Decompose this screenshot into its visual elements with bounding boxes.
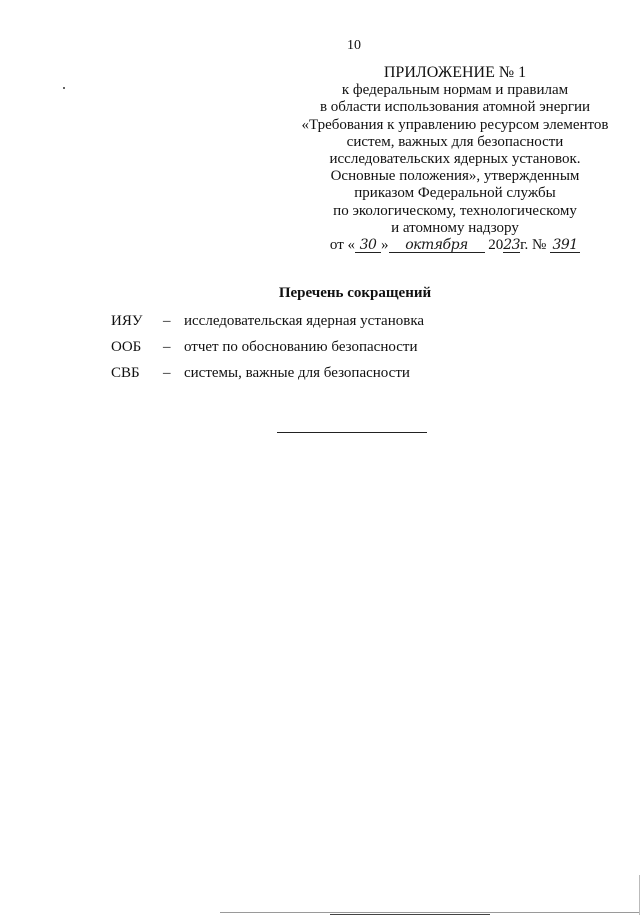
handwritten-year: 23 (503, 237, 521, 254)
year-prefix: 20 (488, 237, 504, 254)
abbreviation-row (111, 365, 591, 391)
end-divider (277, 432, 427, 433)
date-prefix: от « (329, 237, 355, 254)
appendix-line: «Требования к управлению ресурсом элементов (301, 116, 609, 133)
scan-edge-line (220, 912, 640, 913)
abbreviation-term: СВБ (111, 365, 140, 381)
appendix-heading: ПРИЛОЖЕНИЕ № 1 (383, 64, 527, 81)
date-quote-close: » (381, 237, 389, 254)
abbreviation-row (111, 313, 591, 339)
section-title: Перечень сокращений (278, 285, 432, 301)
appendix-header (280, 64, 630, 254)
abbreviation-row (111, 339, 591, 365)
page-number: 10 (347, 38, 361, 53)
appendix-line: к федеральным нормам и правилам (341, 82, 569, 99)
abbreviation-dash: – (163, 365, 171, 381)
appendix-line: Основные положения», утвержденным (330, 168, 580, 185)
abbreviation-term: ООБ (111, 339, 142, 355)
scan-speck (63, 87, 65, 89)
scan-edge-line (330, 914, 490, 915)
abbreviation-dash: – (163, 339, 171, 355)
abbreviation-definition: исследовательская ядерная установка (184, 313, 425, 329)
appendix-line: в области использования атомной энергии (319, 99, 591, 116)
abbreviation-list (111, 313, 591, 391)
year-end: г. № (520, 237, 547, 254)
appendix-line: систем, важных для безопасности (346, 133, 564, 150)
abbreviation-term: ИЯУ (111, 313, 143, 329)
signature-line (280, 237, 630, 254)
appendix-line: приказом Федеральной службы (354, 185, 556, 202)
handwritten-order-number: 391 (550, 238, 580, 253)
abbreviation-definition: системы, важные для безопасности (184, 365, 410, 381)
appendix-line: и атомному надзору (391, 219, 519, 236)
handwritten-month: октября (389, 238, 485, 253)
handwritten-day: 30 (355, 238, 381, 253)
abbreviation-definition: отчет по обоснованию безопасности (184, 339, 418, 355)
appendix-line: исследовательских ядерных установок. (329, 151, 581, 168)
appendix-line: по экологическому, технологическому (333, 202, 577, 219)
abbreviation-dash: – (163, 313, 171, 329)
